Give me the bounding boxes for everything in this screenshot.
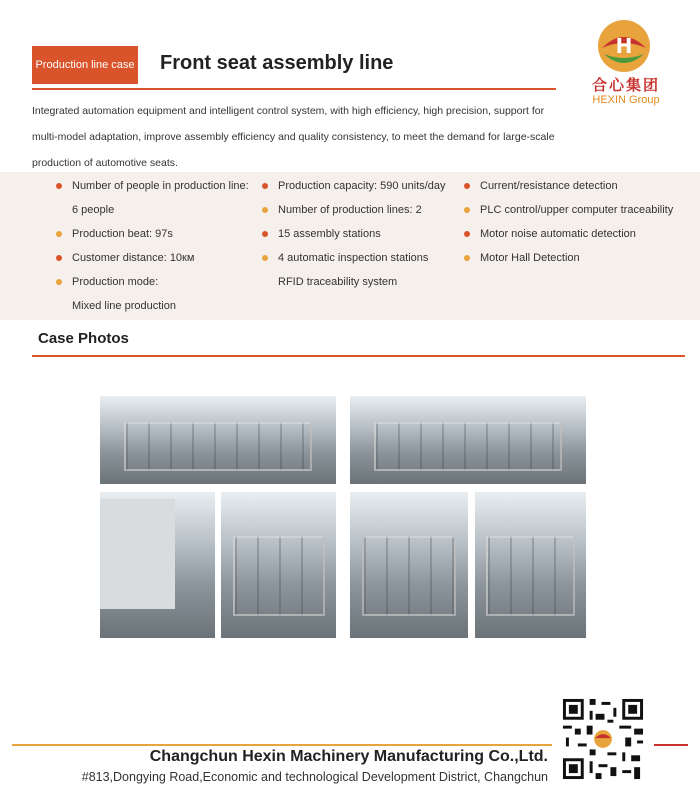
spec-text: Number of production lines: 2 [278, 204, 422, 216]
logo-chinese-name: 合心集团 [591, 77, 660, 94]
spec-text: Motor noise automatic detection [480, 228, 636, 240]
spec-text: Motor Hall Detection [480, 252, 580, 264]
spec-continuation: Mixed line production [72, 300, 176, 312]
bullet-icon [56, 231, 62, 237]
spec-continuation: 6 people [72, 204, 115, 216]
bullet-icon [262, 255, 268, 261]
bullet-icon [262, 207, 268, 213]
spec-item [262, 198, 462, 222]
spec-item [262, 222, 462, 246]
spec-text: 15 assembly stations [278, 228, 381, 240]
spec-item [464, 198, 694, 222]
hexin-logo-icon [596, 18, 652, 74]
spec-text: PLC control/upper computer traceability [480, 204, 674, 216]
page-title: Front seat assembly line [160, 52, 394, 74]
company-address: #813,Dongying Road,Economic and technological Development District, Changchun [81, 770, 548, 784]
case-photo-2 [350, 396, 586, 484]
case-photo-4 [221, 492, 336, 638]
bullet-icon [464, 231, 470, 237]
bullet-icon [262, 231, 268, 237]
case-photo-6 [475, 492, 586, 638]
header-divider [32, 88, 556, 90]
spec-item [56, 174, 266, 198]
footer-divider-left [12, 744, 552, 746]
case-photos-heading: Case Photos [38, 330, 129, 347]
company-name: Changchun Hexin Machinery Manufacturing Co.,Ltd. [149, 748, 548, 765]
spec-item [56, 246, 266, 270]
spec-text: Current/resistance detection [480, 180, 618, 192]
spec-text: Production mode: [72, 276, 159, 288]
specs-column-1 [56, 174, 266, 318]
category-tag: Production line case [32, 46, 138, 84]
case-photo-5 [350, 492, 468, 638]
bullet-icon [464, 255, 470, 261]
intro-paragraph: Integrated automation equipment and intelligent control system, with high efficiency, high precision, support for multi-model adaptation, improve assembly efficiency and quality consistency, to meet the demand for large-scale production of automotive seats. [32, 105, 555, 169]
specs-column-2 [262, 174, 462, 294]
spec-item [56, 222, 266, 246]
bullet-icon [56, 255, 62, 261]
svg-text:H: H [615, 34, 633, 58]
spec-continuation: RFID traceability system [278, 276, 398, 288]
footer-divider-right [654, 744, 688, 746]
spec-item [262, 246, 462, 270]
bullet-icon [464, 183, 470, 189]
company-logo [586, 18, 666, 110]
spec-text: Production beat: 97s [72, 228, 173, 240]
specs-column-3 [464, 174, 694, 270]
spec-text: Production capacity: 590 units/day [278, 180, 446, 192]
section-divider [32, 355, 685, 357]
spec-item [464, 222, 694, 246]
case-photo-1 [100, 396, 336, 484]
qr-code-icon[interactable] [560, 696, 646, 782]
spec-item [262, 174, 462, 198]
spec-item [464, 246, 694, 270]
logo-english-name: HEXIN Group [592, 94, 660, 106]
spec-item [56, 270, 266, 294]
spec-text: 4 automatic inspection stations [278, 252, 429, 264]
spec-text: Customer distance: 10км [72, 252, 195, 264]
bullet-icon [56, 183, 62, 189]
spec-item [464, 174, 694, 198]
bullet-icon [56, 279, 62, 285]
bullet-icon [464, 207, 470, 213]
bullet-icon [262, 183, 268, 189]
case-photo-3 [100, 492, 215, 638]
spec-text: Number of people in production line: [72, 180, 249, 192]
